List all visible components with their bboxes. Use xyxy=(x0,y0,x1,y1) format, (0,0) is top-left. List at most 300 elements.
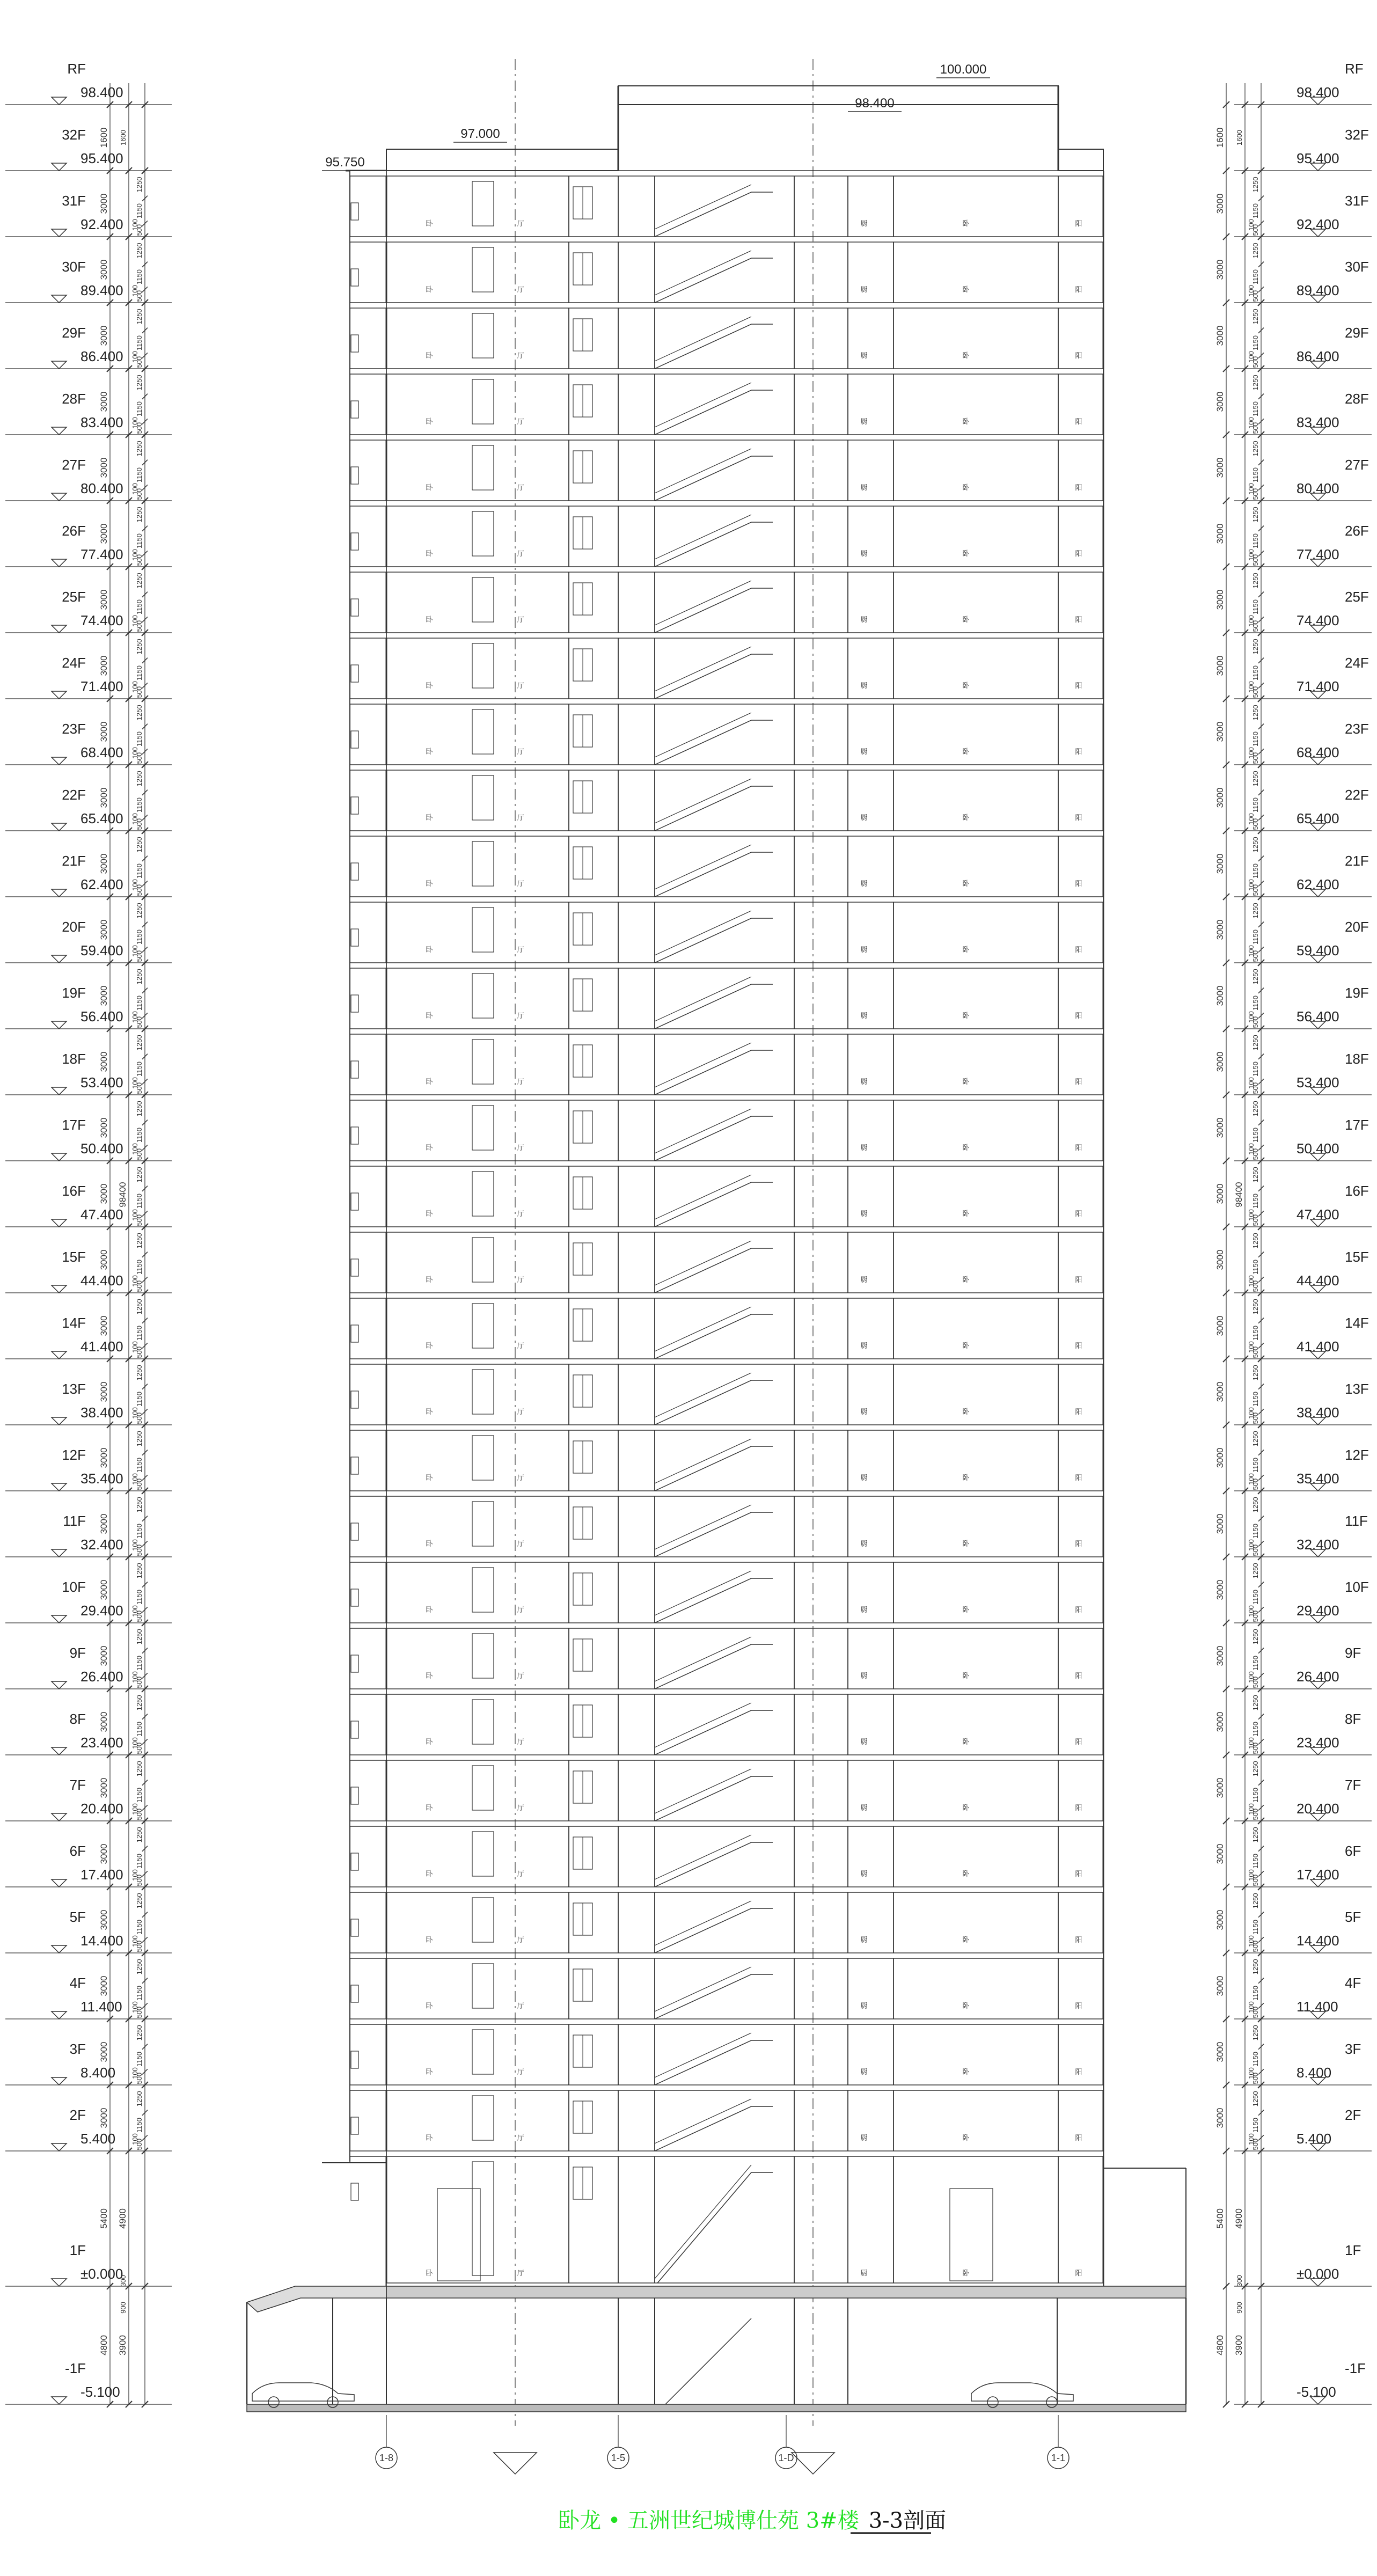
stair-flight-edge xyxy=(655,779,751,823)
dim-window-part: 1150 xyxy=(1251,731,1259,747)
dim-floor: 100 xyxy=(131,219,139,231)
dim-floor: 100 xyxy=(131,1539,139,1551)
level-name-17F: 17F xyxy=(1345,1117,1369,1133)
stair-flight xyxy=(655,1776,751,1821)
room-label: 阳 xyxy=(1075,1276,1082,1284)
dim-window-part: 1150 xyxy=(135,2052,143,2067)
dim-window-part: 1150 xyxy=(135,1458,143,1473)
floor-slab-16F xyxy=(386,1227,1103,1232)
level-name-31F: 31F xyxy=(1345,193,1369,209)
level-name-22F: 22F xyxy=(62,787,86,803)
dim-window-part: 1150 xyxy=(1251,996,1259,1011)
room-label: 卧 xyxy=(426,1672,433,1680)
dim-window-part: 1150 xyxy=(1251,1524,1259,1539)
room-label: 卧 xyxy=(962,2002,970,2010)
dim-slab: 300 xyxy=(1235,2275,1243,2287)
room-label: 厅 xyxy=(517,286,524,294)
dim-window-part: 1250 xyxy=(135,1893,143,1909)
dim-storey: 3000 xyxy=(99,1777,109,1798)
balcony-railing xyxy=(351,401,358,418)
dim-window-part: 1150 xyxy=(1251,1590,1259,1605)
room-label: 厅 xyxy=(517,1804,524,1812)
level-elev-4F: 11.400 xyxy=(1297,1999,1338,2015)
level-name-14F: 14F xyxy=(62,1315,86,1331)
room-label: 卧 xyxy=(426,484,433,492)
roof-parapet-left xyxy=(386,149,618,171)
stair-flight xyxy=(655,918,751,963)
dim-window-part: 500 xyxy=(1251,686,1259,698)
level-elev-10F: 29.400 xyxy=(1297,1602,1339,1619)
stair-flight-edge xyxy=(655,1043,751,1087)
dim-window-part: 500 xyxy=(135,1478,143,1490)
dim-window-part: 1250 xyxy=(135,1827,143,1843)
dim-window-part: 1250 xyxy=(135,243,143,259)
level-marker-RF xyxy=(52,97,67,105)
dim-floor: 100 xyxy=(1247,1803,1255,1815)
dim-window-part: 1250 xyxy=(1251,2091,1259,2107)
level-elev-12F: 35.400 xyxy=(1297,1470,1339,1487)
level-elev-10F: 29.400 xyxy=(80,1602,123,1619)
door xyxy=(472,379,494,424)
dim-window-part: 500 xyxy=(135,2006,143,2018)
level-marker-26F xyxy=(52,559,67,567)
balcony-railing xyxy=(351,533,358,550)
dim-window-part: 1250 xyxy=(1251,441,1259,457)
stair-flight-edge xyxy=(655,2099,751,2143)
level-elev-16F: 47.400 xyxy=(80,1206,123,1223)
door xyxy=(472,1436,494,1480)
balcony-railing xyxy=(351,1721,358,1738)
room-label: 厨 xyxy=(860,1012,868,1020)
dim-basement-slab: 900 xyxy=(119,2302,127,2314)
level-name-27F: 27F xyxy=(62,457,86,473)
dim-window-part: 500 xyxy=(135,884,143,896)
door xyxy=(472,2030,494,2074)
dim-storey: 3000 xyxy=(99,1513,109,1534)
stair-flight xyxy=(655,522,751,567)
level-elev-22F: 65.400 xyxy=(1297,810,1339,826)
room-label: 厅 xyxy=(517,1540,524,1548)
level-marker-20F xyxy=(52,955,67,963)
balcony-railing xyxy=(351,1655,358,1672)
stair-flight-edge xyxy=(655,977,751,1021)
level-marker-24F xyxy=(52,691,67,699)
floor-slab-27F xyxy=(386,501,1103,506)
balcony-railing xyxy=(351,1457,358,1474)
door xyxy=(472,1634,494,1678)
door xyxy=(472,1766,494,1810)
dim-window-part: 500 xyxy=(135,1874,143,1886)
room-label: 厅 xyxy=(517,1078,524,1086)
level-marker-16F xyxy=(52,1219,67,1227)
room-label: 阳 xyxy=(1075,1408,1082,1416)
door xyxy=(472,445,494,490)
door xyxy=(472,577,494,622)
level-elev-17F: 50.400 xyxy=(80,1140,123,1157)
dim-floor: 100 xyxy=(131,747,139,759)
balcony-slab xyxy=(350,1953,386,1958)
level-name-5F: 5F xyxy=(1345,1909,1361,1925)
balcony-slab xyxy=(350,1689,386,1694)
dim-window-part: 1250 xyxy=(135,573,143,589)
dim-window-part: 1150 xyxy=(1251,1194,1259,1209)
dim-window-part: 500 xyxy=(135,1742,143,1754)
dim-storey: 3000 xyxy=(99,1843,109,1864)
level-name-12F: 12F xyxy=(1345,1447,1369,1463)
stair-flight-edge xyxy=(655,1637,751,1681)
room-label: 卧 xyxy=(962,286,970,294)
stair-flight-edge xyxy=(655,1571,751,1615)
room-label: 卧 xyxy=(426,2269,433,2277)
level-name-18F: 18F xyxy=(1345,1051,1369,1067)
balcony-railing xyxy=(351,863,358,880)
balcony-railing xyxy=(351,731,358,748)
dim-window-part: 1150 xyxy=(135,1326,143,1341)
dim-floor: 100 xyxy=(131,879,139,891)
room-label: 阳 xyxy=(1075,1078,1082,1086)
balcony-slab xyxy=(350,897,386,902)
floor-slab-7F xyxy=(386,1821,1103,1826)
floor-slab-19F xyxy=(386,1029,1103,1034)
dim-floor: 100 xyxy=(1247,1935,1255,1947)
level-name-24F: 24F xyxy=(62,655,86,671)
level-marker-23F xyxy=(52,757,67,765)
dim-floor: 100 xyxy=(1247,2133,1255,2145)
level-marker-25F xyxy=(52,625,67,633)
dim-window-part: 1250 xyxy=(135,375,143,391)
balcony-slab xyxy=(350,2151,386,2156)
dim-storey: 3000 xyxy=(1215,1645,1225,1666)
level-elev-3F: 8.400 xyxy=(80,2065,116,2081)
dim-floor: 100 xyxy=(1247,1869,1255,1881)
ground-slab-hatch xyxy=(386,2286,1186,2298)
level-marker-11F xyxy=(52,1549,67,1557)
balcony-slab xyxy=(350,1029,386,1034)
level-marker-18F xyxy=(52,1087,67,1095)
balcony-slab xyxy=(350,369,386,374)
room-label: 厅 xyxy=(517,1870,524,1878)
level-name--1F: -1F xyxy=(1345,2360,1366,2376)
level-elev-7F: 20.400 xyxy=(1297,1801,1339,1817)
dim-floor: 100 xyxy=(131,681,139,693)
room-label: 厨 xyxy=(860,1738,868,1746)
door xyxy=(472,1502,494,1546)
level-name-8F: 8F xyxy=(69,1711,86,1727)
room-label: 厅 xyxy=(517,2269,524,2277)
level-elev-11F: 32.400 xyxy=(1297,1536,1339,1553)
level-name-19F: 19F xyxy=(1345,985,1369,1001)
dim-window-part: 500 xyxy=(135,620,143,632)
dim-window-part: 1250 xyxy=(1251,507,1259,523)
level-elev-3F: 8.400 xyxy=(1297,2065,1332,2081)
dim-floor: 100 xyxy=(1247,351,1255,363)
level-name-8F: 8F xyxy=(1345,1711,1361,1727)
level-name-26F: 26F xyxy=(62,523,86,539)
level-name-21F: 21F xyxy=(62,853,86,869)
dim-window-part: 500 xyxy=(135,224,143,236)
dim-window-part: 1250 xyxy=(135,309,143,325)
level-elev-20F: 59.400 xyxy=(80,942,123,958)
stair-flight xyxy=(655,654,751,699)
level-name-RF: RF xyxy=(67,61,86,77)
dim-floor: 100 xyxy=(131,549,139,561)
title-main: 卧龙 • 五洲世纪城博仕苑 3#楼 xyxy=(558,2508,859,2533)
floor-slab-32F xyxy=(386,171,1103,176)
floor-slab-9F xyxy=(386,1689,1103,1694)
door xyxy=(472,1700,494,1744)
balcony-slab xyxy=(350,303,386,308)
floor-slab-12F xyxy=(386,1491,1103,1496)
room-label: 阳 xyxy=(1075,1474,1082,1482)
dim-floor: 100 xyxy=(131,1803,139,1815)
room-label: 厅 xyxy=(517,1210,524,1218)
level-elev-20F: 59.400 xyxy=(1297,942,1339,958)
dim-storey: 3000 xyxy=(99,391,109,412)
level-marker-7F xyxy=(52,1813,67,1821)
room-label: 厅 xyxy=(517,682,524,690)
room-label: 卧 xyxy=(962,682,970,690)
dim-window-part: 500 xyxy=(1251,1478,1259,1490)
balcony-railing xyxy=(351,995,358,1012)
dim-window-part: 1150 xyxy=(1251,1128,1259,1143)
room-label: 厅 xyxy=(517,1408,524,1416)
room-label: 阳 xyxy=(1075,880,1082,888)
dim-floor: 100 xyxy=(1247,1143,1255,1155)
room-label: 卧 xyxy=(426,1144,433,1152)
left-step-elevation: 95.750 xyxy=(325,155,365,170)
dim-window-part: 1250 xyxy=(1251,2025,1259,2041)
room-label: 厨 xyxy=(860,1276,868,1284)
room-label: 阳 xyxy=(1075,1012,1082,1020)
level-name-10F: 10F xyxy=(1345,1579,1369,1595)
level-elev-17F: 50.400 xyxy=(1297,1140,1339,1157)
dim-window-part: 1150 xyxy=(135,1590,143,1605)
balcony-railing xyxy=(351,467,358,484)
dim-window-part: 500 xyxy=(135,2072,143,2084)
dim-window-part: 1250 xyxy=(1251,1101,1259,1117)
balcony-slab xyxy=(350,831,386,836)
dim-window-part: 1250 xyxy=(135,705,143,721)
stair-flight-edge xyxy=(655,1175,751,1219)
stair-flight xyxy=(655,1974,751,2019)
level-name-23F: 23F xyxy=(62,721,86,737)
dim-window-part: 500 xyxy=(135,290,143,302)
dim-window-part: 1250 xyxy=(1251,1761,1259,1777)
level-elev-19F: 56.400 xyxy=(1297,1008,1339,1024)
dim-window-part: 500 xyxy=(1251,1544,1259,1556)
room-label: 阳 xyxy=(1075,550,1082,558)
room-label: 卧 xyxy=(426,550,433,558)
stair-flight xyxy=(655,1446,751,1491)
door xyxy=(472,1964,494,2008)
dim-window-part: 1150 xyxy=(135,1062,143,1077)
dim-window-part: 1250 xyxy=(135,1629,143,1645)
room-label: 厅 xyxy=(517,1672,524,1680)
dim-storey: 3000 xyxy=(99,1579,109,1600)
dim-storey: 4800 xyxy=(1215,2335,1225,2355)
floor-slab-11F xyxy=(386,1557,1103,1562)
dim-window-part: 500 xyxy=(1251,950,1259,962)
dim-window-part: 500 xyxy=(1251,752,1259,764)
level-marker-17F xyxy=(52,1153,67,1161)
dim-storey: 3000 xyxy=(99,325,109,346)
level-elev-23F: 68.400 xyxy=(1297,744,1339,760)
level-name-1F: 1F xyxy=(69,2242,86,2258)
balcony-railing xyxy=(351,1391,358,1408)
floor-slab-14F xyxy=(386,1359,1103,1364)
level-elev-22F: 65.400 xyxy=(80,810,123,826)
dim-floor: 100 xyxy=(1247,1275,1255,1287)
dim-floor: 100 xyxy=(1247,549,1255,561)
floor-slab-2F xyxy=(386,2151,1103,2156)
dim-storey: 3000 xyxy=(99,259,109,280)
dim-window-part: 1150 xyxy=(1251,467,1259,483)
dim-floor: 100 xyxy=(131,1209,139,1221)
floor-slab-24F xyxy=(386,699,1103,704)
room-label: 卧 xyxy=(426,814,433,822)
dim-window-part: 500 xyxy=(1251,488,1259,500)
stair-flight xyxy=(655,1710,751,1755)
level-name-21F: 21F xyxy=(1345,853,1369,869)
dim-storey: 3000 xyxy=(1215,1711,1225,1732)
dim-storey: 3000 xyxy=(1215,259,1225,280)
dim-window-part: 1150 xyxy=(1251,401,1259,417)
dim-window-part: 1150 xyxy=(135,863,143,879)
dim-floor: 100 xyxy=(1247,615,1255,627)
room-label: 厅 xyxy=(517,616,524,624)
dim-window-part: 1150 xyxy=(1251,863,1259,879)
balcony-slab xyxy=(350,2085,386,2090)
room-label: 厅 xyxy=(517,946,524,954)
dim-window-part: 500 xyxy=(135,1280,143,1292)
dim-window-part: 1250 xyxy=(135,2025,143,2041)
dim-floor: 100 xyxy=(131,483,139,495)
level-name-13F: 13F xyxy=(1345,1381,1369,1397)
door xyxy=(472,247,494,292)
stair-flight-edge xyxy=(655,1703,751,1747)
dim-window-part: 500 xyxy=(135,1016,143,1028)
dim-window-part: 1250 xyxy=(1251,1629,1259,1645)
dim-window-part: 1150 xyxy=(135,533,143,549)
dim-window-part: 500 xyxy=(135,554,143,566)
dim-window-part: 1150 xyxy=(135,1392,143,1407)
balcony-railing xyxy=(351,1589,358,1606)
room-label: 厨 xyxy=(860,1804,868,1812)
room-label: 厨 xyxy=(860,1540,868,1548)
door xyxy=(472,1832,494,1876)
room-label: 阳 xyxy=(1075,2134,1082,2142)
level-name-14F: 14F xyxy=(1345,1315,1369,1331)
stair-flight xyxy=(655,2106,751,2151)
dim-window-part: 1250 xyxy=(1251,1563,1259,1579)
dim-floor: 100 xyxy=(131,1275,139,1287)
room-label: 卧 xyxy=(426,880,433,888)
dim-slab: 300 xyxy=(119,2275,127,2287)
dim-window-part: 1150 xyxy=(135,1854,143,1869)
level-elev-29F: 86.400 xyxy=(80,348,123,364)
dim-storey: 3000 xyxy=(1215,325,1225,346)
dim-window-part: 500 xyxy=(1251,356,1259,368)
dim-storey: 3000 xyxy=(1215,1381,1225,1402)
room-label: 厅 xyxy=(517,1606,524,1614)
dim-window-part: 1250 xyxy=(1251,573,1259,589)
dim-storey: 3000 xyxy=(1215,655,1225,676)
room-label: 厨 xyxy=(860,2134,868,2142)
room-label: 卧 xyxy=(426,1474,433,1482)
dim-window-part: 1150 xyxy=(135,1722,143,1737)
level-name-23F: 23F xyxy=(1345,721,1369,737)
level-marker-19F xyxy=(52,1021,67,1029)
balcony-railing xyxy=(351,203,358,220)
balcony-railing xyxy=(351,335,358,352)
dim-storey: 3000 xyxy=(1215,193,1225,214)
balcony-slab xyxy=(350,237,386,242)
stair-flight xyxy=(655,720,751,765)
level-elev--1F: -5.100 xyxy=(80,2384,120,2400)
room-label: 厨 xyxy=(860,1870,868,1878)
dim-storey: 3000 xyxy=(1215,787,1225,808)
room-label: 厨 xyxy=(860,1210,868,1218)
dim-window-part: 1150 xyxy=(1251,1788,1259,1803)
level-elev-14F: 41.400 xyxy=(80,1338,123,1355)
dim-window-part: 1250 xyxy=(135,837,143,853)
stair-flight-edge xyxy=(655,449,751,493)
level-name-2F: 2F xyxy=(1345,2107,1361,2123)
balcony-railing xyxy=(351,1259,358,1276)
dim-window-part: 500 xyxy=(1251,554,1259,566)
level-marker-30F xyxy=(52,295,67,303)
room-label: 卧 xyxy=(426,219,433,228)
dim-window-part: 500 xyxy=(135,686,143,698)
balcony-railing xyxy=(351,1061,358,1078)
dim-window-part: 1250 xyxy=(1251,243,1259,259)
level-elev-16F: 47.400 xyxy=(1297,1206,1339,1223)
level-elev-21F: 62.400 xyxy=(80,876,123,892)
dim-storey: 3000 xyxy=(1215,1513,1225,1534)
dim-floor: 100 xyxy=(1247,285,1255,297)
axis-label-1-5: 1-5 xyxy=(611,2453,626,2463)
room-label: 卧 xyxy=(426,1342,433,1350)
dim-window-part: 1250 xyxy=(135,2091,143,2107)
room-label: 厅 xyxy=(517,1276,524,1284)
dim-window-part: 500 xyxy=(1251,1940,1259,1952)
balcony-slab xyxy=(350,2019,386,2024)
balcony-railing xyxy=(351,1193,358,1210)
balcony-railing xyxy=(351,1919,358,1936)
dim-window-part: 500 xyxy=(135,1082,143,1094)
door xyxy=(472,2096,494,2140)
dim-window-part: 1250 xyxy=(135,507,143,523)
level-marker-31F xyxy=(52,229,67,237)
balcony-railing xyxy=(351,269,358,286)
stair-flight xyxy=(655,588,751,633)
door xyxy=(472,1898,494,1942)
dim-window-part: 500 xyxy=(1251,290,1259,302)
stair-flight-edge xyxy=(655,2165,751,2279)
door xyxy=(472,709,494,754)
room-label: 卧 xyxy=(962,1672,970,1680)
level-marker-1F xyxy=(52,2279,67,2286)
dim-storey: 3000 xyxy=(1215,2107,1225,2128)
dim-storey: 1600 xyxy=(99,127,109,148)
dim-storey: 3000 xyxy=(99,1447,109,1468)
dim-roof: 1600 xyxy=(119,130,127,145)
room-label: 卧 xyxy=(962,550,970,558)
dim-floor: 100 xyxy=(131,2067,139,2079)
dim-window-part: 1250 xyxy=(135,1695,143,1711)
dim-storey: 3000 xyxy=(1215,1051,1225,1072)
room-label: 阳 xyxy=(1075,418,1082,426)
